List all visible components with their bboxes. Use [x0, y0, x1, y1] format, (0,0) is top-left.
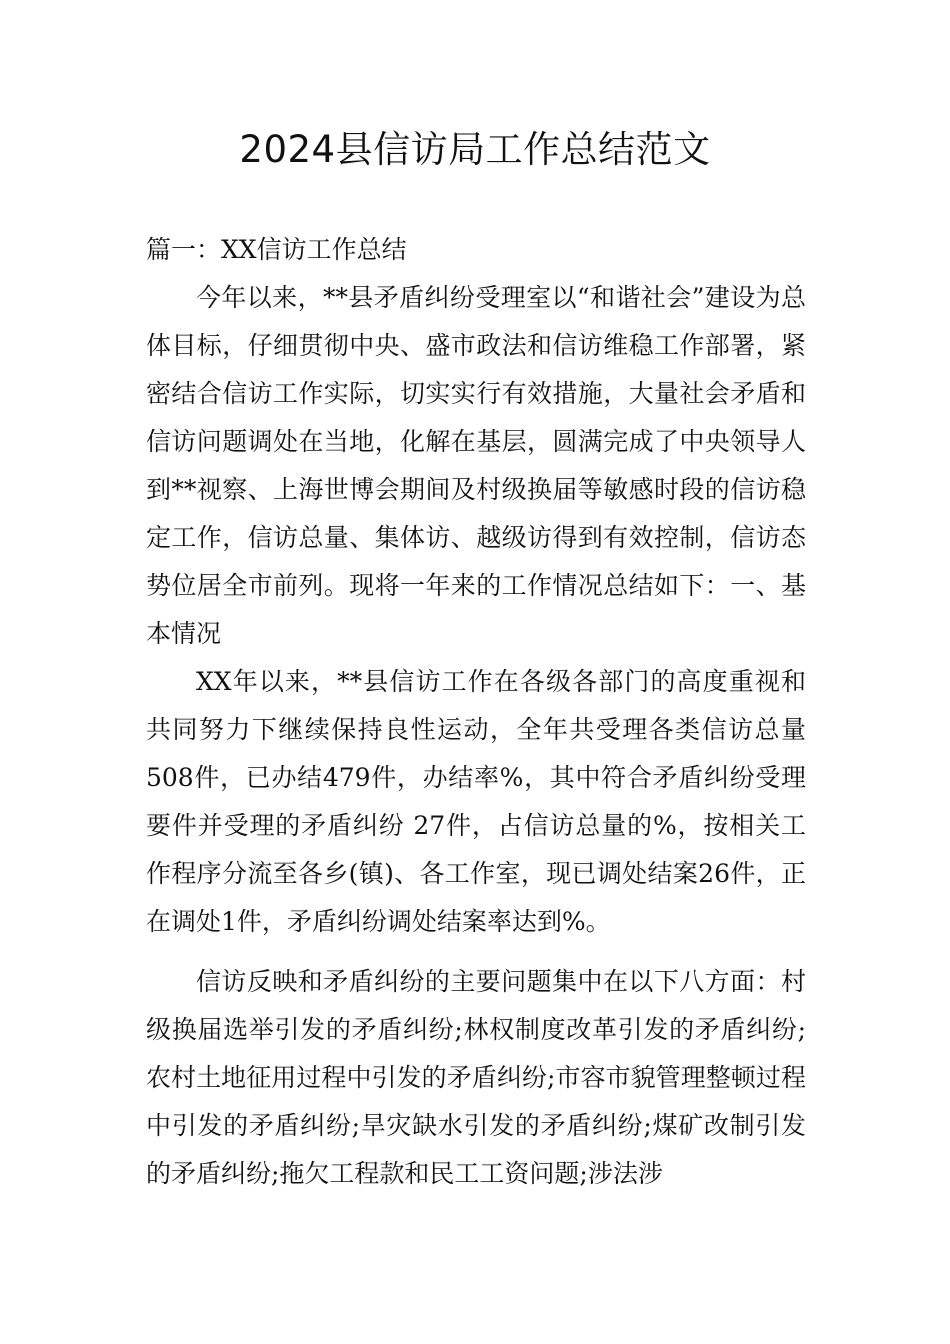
- section-heading: 篇一：XX信访工作总结: [146, 235, 407, 264]
- paragraph-basic-situation: XX年以来，**县信访工作在各级各部门的高度重视和共同努力下继续保持良性运动，全年共受理各类信访总量508件，已办结479件，办结率%，其中符合矛盾纠纷受理要件并受理的矛盾纠纷 27件，占信访总量的%，按相关工作程序分流至各乡(镇)、各工作室，现已调处结案26件，正在调处1件，矛盾纠纷调处结案率达到%。: [146, 667, 806, 936]
- document-body: [146, 226, 806, 1198]
- document-title: 2024县信访局工作总结范文: [239, 128, 711, 171]
- paragraph-intro: 今年以来，**县矛盾纠纷受理室以“和谐社会”建设为总体目标，仔细贯彻中央、盛市政法和信访维稳工作部署，紧密结合信访工作实际，切实实行有效措施，大量社会矛盾和信访问题调处在当地，化解在基层，圆满完成了中央领导人到**视察、上海世博会期间及村级换届等敏感时段的信访稳定工作，信访总量、集体访、越级访得到有效控制，信访态势位居全市前列。现将一年来的工作情况总结如下：一、基本情况: [146, 283, 806, 648]
- paragraph-main-issues: 信访反映和矛盾纠纷的主要问题集中在以下八方面：村级换届选举引发的矛盾纠纷;林权制度改革引发的矛盾纠纷;农村土地征用过程中引发的矛盾纠纷;市容市貌管理整顿过程中引发的矛盾纠纷;旱灾缺水引发的矛盾纠纷;煤矿改制引发的矛盾纠纷;拖欠工程款和民工工资问题;涉法涉: [146, 967, 806, 1188]
